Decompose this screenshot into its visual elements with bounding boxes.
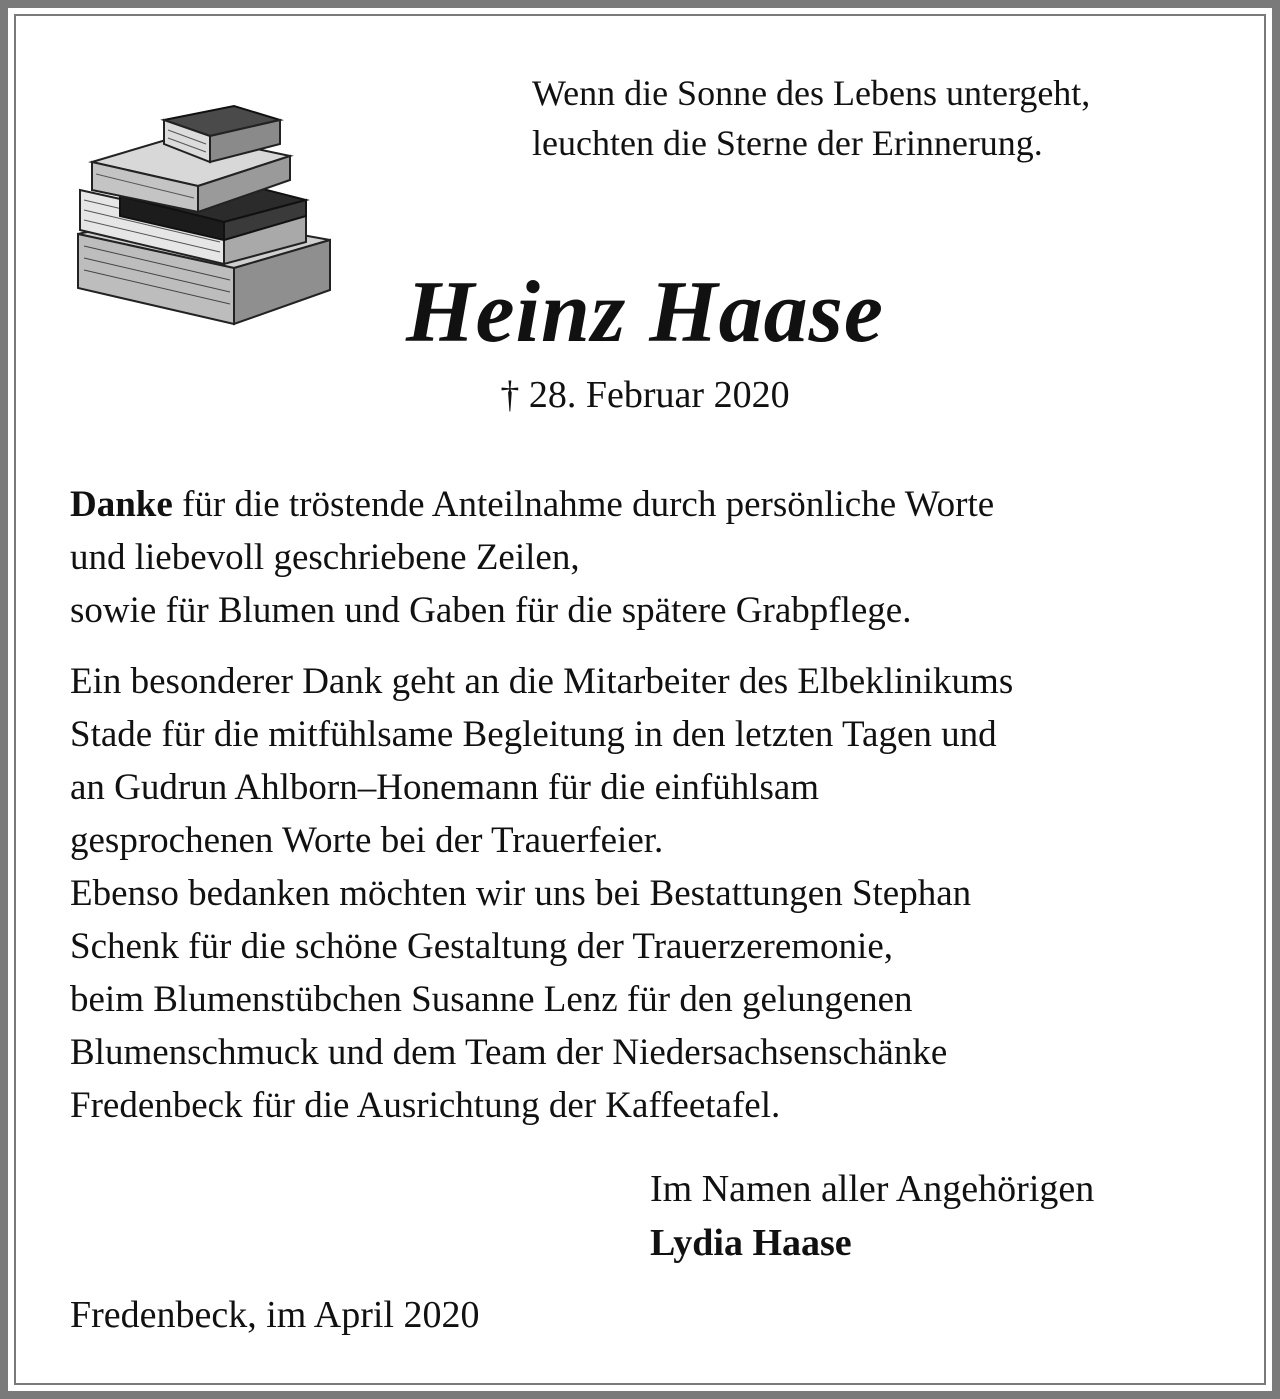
thanks-line-rest: für die tröstende Anteilnahme durch persönliche Worte	[172, 484, 995, 525]
special-thanks-paragraph	[70, 655, 1013, 1132]
special-thanks-line: Ebenso bedanken möchten wir uns bei Bestattungen Stephan	[70, 873, 972, 914]
thanks-paragraph	[70, 478, 994, 637]
thanks-line	[70, 478, 994, 531]
motto-line: Wenn die Sonne des Lebens untergeht,	[532, 73, 1091, 113]
signature-block	[650, 1162, 1094, 1270]
special-thanks-line: Ein besonderer Dank geht an die Mitarbeiter des Elbeklinikums	[70, 661, 1014, 702]
special-thanks-line: Fredenbeck für die Ausrichtung der Kaffeetafel.	[70, 1085, 781, 1126]
place-and-date: Fredenbeck, im April 2020	[70, 1294, 480, 1336]
deceased-name: Heinz Haase	[406, 264, 884, 361]
special-thanks-line: Schenk für die schöne Gestaltung der Trauerzeremonie,	[70, 926, 893, 967]
special-thanks-line: beim Blumenstübchen Susanne Lenz für den gelungenen	[70, 979, 913, 1020]
signature-intro: Im Namen aller Angehörigen	[650, 1168, 1095, 1210]
death-date: † 28. Februar 2020	[500, 374, 790, 416]
thanks-line: sowie für Blumen und Gaben für die spätere Grabpflege.	[70, 590, 912, 631]
special-thanks-line: Stade für die mitfühlsame Begleitung in den letzten Tagen und	[70, 714, 997, 755]
motto-line: leuchten die Sterne der Erinnerung.	[532, 123, 1043, 163]
thanks-lead-word: Danke	[70, 484, 173, 525]
thanks-line: und liebevoll geschriebene Zeilen,	[70, 537, 580, 578]
special-thanks-line: Blumenschmuck und dem Team der Niedersachsenschänke	[70, 1032, 948, 1073]
special-thanks-line: an Gudrun Ahlborn–Honemann für die einfühlsam	[70, 767, 820, 808]
special-thanks-line: gesprochenen Worte bei der Trauerfeier.	[70, 820, 664, 861]
signature-name: Lydia Haase	[650, 1222, 852, 1264]
motto-quote	[532, 68, 1090, 168]
